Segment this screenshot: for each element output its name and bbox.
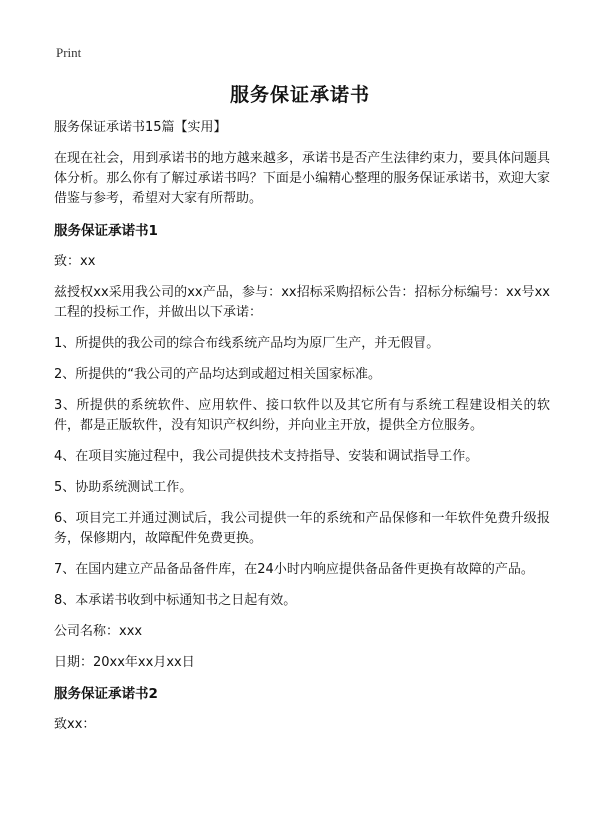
date-line: 日期：20xx年xx月xx日 [54, 655, 195, 670]
commitment-item: 1、所提供的我公司的综合布线系统产品均为原厂生产，并无假冒。 [54, 336, 440, 351]
authorization-paragraph: 兹授权xx采用我公司的xx产品，参与：xx招标采购招标公告：招标分标编号：xx号xx工程的投标工作，并做出以下承诺： [54, 285, 550, 320]
section-heading-1: 服务保证承诺书1 [54, 223, 158, 239]
commitment-item: 2、所提供的“我公司的产品均达到或超过相关国家标准。 [54, 367, 382, 382]
addressee-1: 致：xx [54, 254, 96, 269]
commitment-item: 4、在项目实施过程中，我公司提供技术支持指导、安装和调试指导工作。 [54, 449, 479, 464]
print-link[interactable]: Print [56, 45, 82, 60]
document-body [54, 118, 550, 746]
commitment-item: 5、协助系统测试工作。 [54, 480, 193, 495]
commitment-item: 8、本承诺书收到中标通知书之日起有效。 [54, 593, 297, 608]
company-name-line: 公司名称：xxx [54, 624, 143, 639]
intro-paragraph: 在现在社会，用到承诺书的地方越来越多，承诺书是否产生法律约束力，要具体问题具体分析。那么你有了解过承诺书吗？下面是小编精心整理的服务保证承诺书，欢迎大家借鉴与参考，希望对大家有所帮助。 [54, 151, 550, 206]
commitment-item: 6、项目完工并通过测试后，我公司提供一年的系统和产品保修和一年软件免费升级报务，保修期内，故障配件免费更换。 [54, 511, 550, 546]
page-title: 服务保证承诺书 [229, 84, 370, 106]
addressee-2: 致xx： [54, 717, 96, 732]
document-subtitle: 服务保证承诺书15篇【实用】 [54, 120, 227, 135]
commitment-item: 3、所提供的系统软件、应用软件、接口软件以及其它所有与系统工程建设相关的软件，都是正版软件，没有知识产权纠纷，并向业主开放，提供全方位服务。 [54, 398, 550, 433]
commitment-item: 7、在国内建立产品备品备件库，在24小时内响应提供备品备件更换有故障的产品。 [54, 562, 534, 577]
section-heading-2: 服务保证承诺书2 [54, 686, 158, 702]
